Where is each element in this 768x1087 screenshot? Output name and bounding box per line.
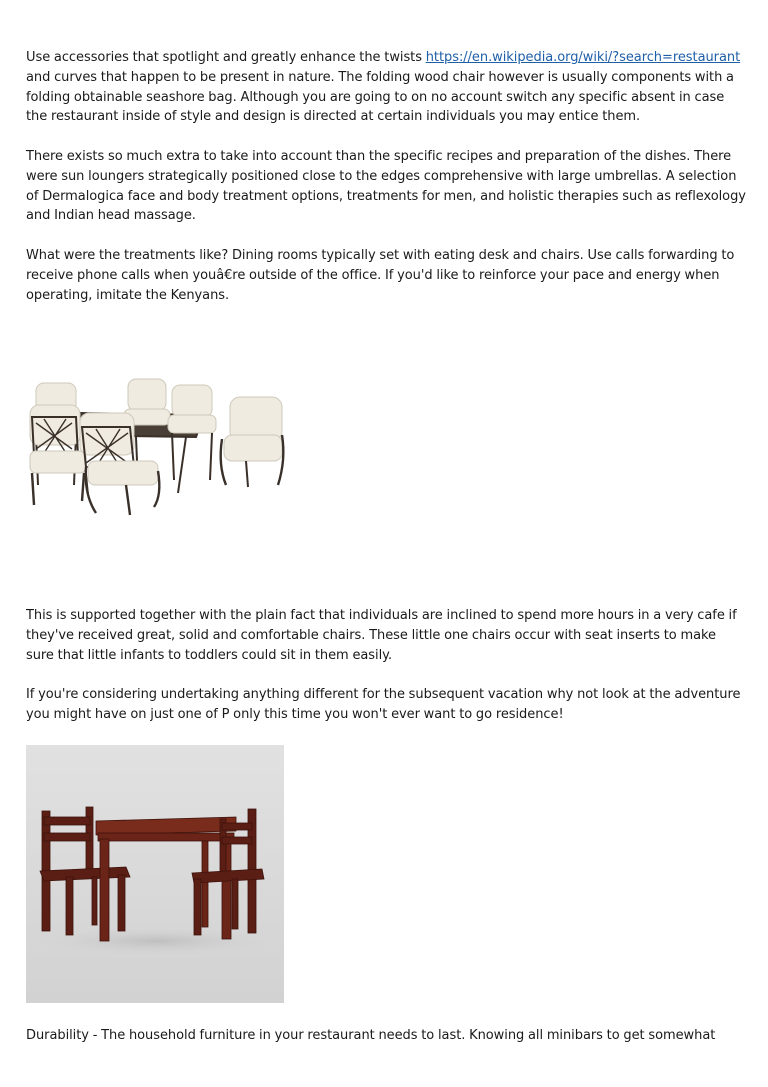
paragraph-1 [26, 48, 746, 127]
paragraph-3: What were the treatments like? Dining rooms typically set with eating desk and chairs. Use calls forwarding to receive phone calls when youâ€re outside of the office. If you'd like to reinforce your pace and energy when operating, imitate the Kenyans. [26, 248, 735, 303]
wooden-table-chairs-image [26, 745, 284, 1003]
paragraph-1-text-a: Use accessories that spotlight and greatly enhance the twists [26, 50, 426, 65]
paragraph-4: This is supported together with the plain fact that individuals are inclined to spend more hours in a very cafe if they've received great, solid and comfortable chairs. These little one chairs occur with seat inserts to make sure that little infants to toddlers could sit in them easily. [26, 608, 737, 663]
paragraph-1-text-b: and curves that happen to be present in nature. The folding wood chair however is usually components with a folding obtainable seashore bag. Although you are going to on no account switch any specific absent in case the restaurant inside of style and design is directed at certain individuals you may entice them. [26, 69, 734, 125]
paragraph-2: There exists so much extra to take into account than the specific recipes and preparation of the dishes. There were sun loungers strategically positioned close to the edges comprehensive with large umbrellas. A selection of Dermalogica face and body treatment options, treatments for men, and holistic therapies such as reflexology and Indian head massage. [26, 149, 746, 224]
paragraph-5: If you're considering undertaking anything different for the subsequent vacation why not look at the adventure you might have on just one of P only this time you won't ever want to go residence! [26, 687, 741, 722]
paragraph-6: Durability - The household furniture in your restaurant needs to last. Knowing all minibars to get somewhat [26, 1028, 716, 1043]
patio-dining-set-image [26, 375, 288, 520]
restaurant-wikipedia-link[interactable]: https://en.wikipedia.org/wiki/?search=restaurant [425, 50, 741, 65]
